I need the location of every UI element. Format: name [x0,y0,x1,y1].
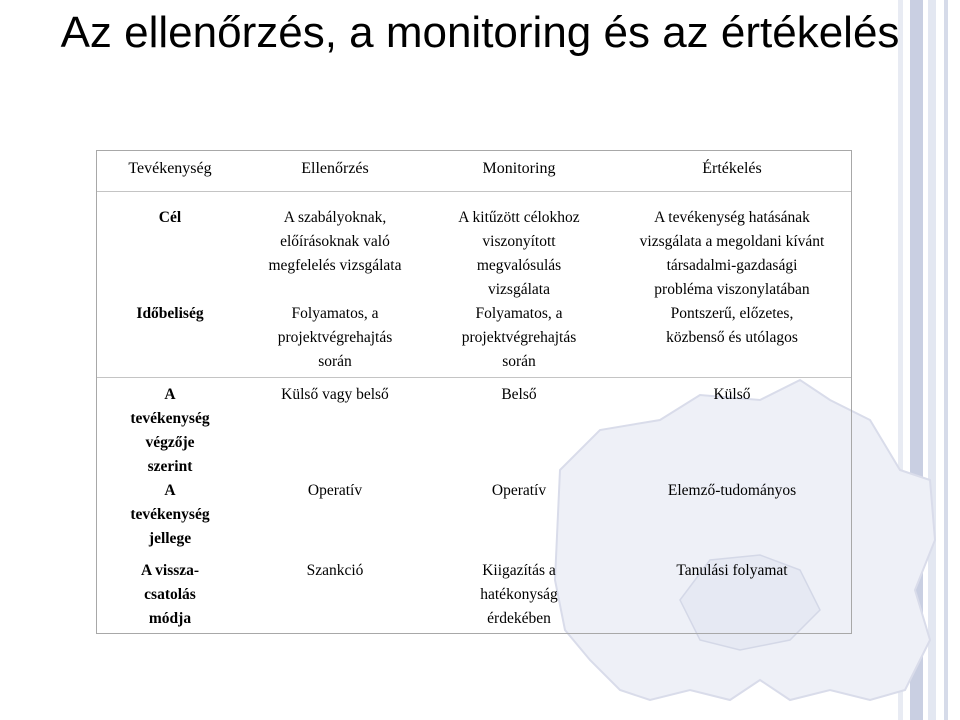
table-cell: A kitűzött célokhoz viszonyított megvalósulás vizsgálata [458,209,580,298]
comparison-table [96,150,852,634]
table-cell: Folyamatos, a projektvégrehajtás során [461,305,577,370]
table-cell: Külső vagy belső [281,386,389,403]
table-cell: Szankció [306,562,364,579]
table-cell: Pontszerű, előzetes, közbenső és utólagos [666,305,798,346]
row-label-goal: Cél [158,209,182,226]
table-cell: Tanulási folyamat [676,562,788,579]
header-control: Ellenőrzés [301,160,369,177]
table-cell: Kiigazítás a hatékonyság érdekében [480,562,558,627]
row-label-nature: A tevékenység jellege [130,482,210,547]
table-cell: Elemző-tudományos [667,482,797,499]
header-monitoring: Monitoring [482,160,556,177]
table-cell: Operatív [491,482,547,499]
slide-title: Az ellenőrzés, a monitoring és az értékelés [60,8,900,57]
row-label-performer: A tevékenység végzője szerint [130,386,210,475]
table-cell: Operatív [307,482,363,499]
table-divider [97,191,851,192]
table-cell: A szabályoknak, előírásoknak való megfelelés vizsgálata [268,209,402,274]
header-activity: Tevékenység [128,160,212,177]
table-cell: Külső [713,386,751,403]
table-cell: Folyamatos, a projektvégrehajtás során [277,305,393,370]
header-evaluation: Értékelés [702,160,762,177]
table-cell: A tevékenység hatásának vizsgálata a megoldani kívánt társadalmi-gazdasági probléma viszonylatában [639,209,825,298]
row-label-timing: Időbeliség [136,305,204,322]
table-divider [97,377,851,378]
row-label-feedback: A vissza- csatolás módja [140,562,200,627]
table-cell: Belső [501,386,537,403]
